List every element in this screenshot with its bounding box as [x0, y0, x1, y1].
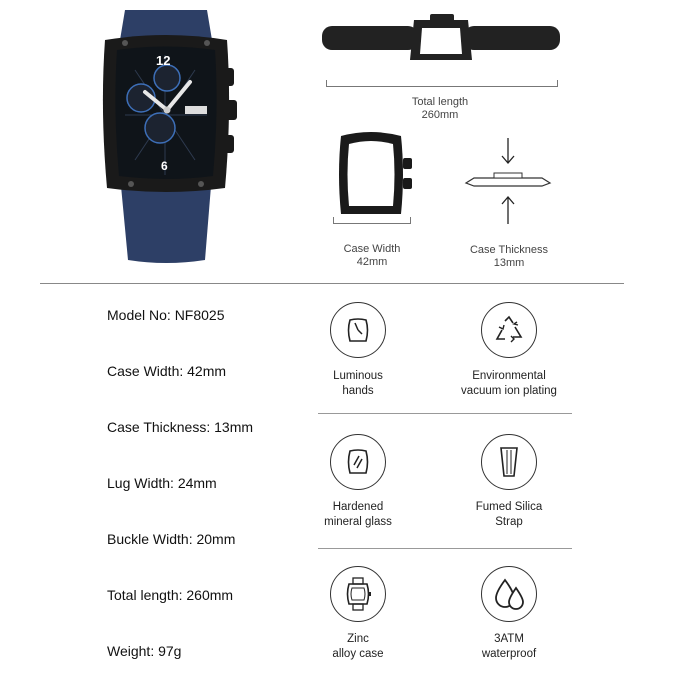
total-length-dimension-line	[326, 80, 558, 87]
strap-icon	[481, 434, 537, 490]
dial-numeral-12: 12	[156, 53, 171, 68]
strap-diagram	[322, 14, 562, 69]
feature-label-luminous: Luminous hands	[333, 370, 383, 397]
feature-label-vacuum-plating: Environmental vacuum ion plating	[461, 370, 557, 397]
spec-lug-width: Lug Width: 24mm	[107, 475, 217, 491]
spec-weight: Weight: 97g	[107, 643, 182, 659]
case-thickness-diagram	[460, 136, 560, 228]
feature-label-waterproof: 3ATM waterproof	[481, 633, 537, 660]
case-thickness-label: Case Thickness	[469, 244, 549, 256]
feature-label-zinc-case: Zinc alloy case	[332, 633, 384, 660]
spec-total-length: Total length: 260mm	[107, 587, 234, 603]
feature-label-mineral-glass: Hardened mineral glass	[324, 501, 392, 528]
watch-case-icon	[330, 566, 386, 622]
case-thickness-value: 13mm	[493, 257, 525, 269]
feature-divider-1	[318, 413, 572, 414]
dial-numeral-6: 6	[161, 159, 168, 173]
recycle-icon	[481, 302, 537, 358]
case-width-label: Case Width	[343, 243, 401, 255]
spec-case-width: Case Width: 42mm	[107, 363, 227, 379]
feature-label-silica-strap: Fumed Silica Strap	[475, 501, 543, 528]
spec-model-no: Model No: NF8025	[107, 307, 225, 323]
section-divider	[40, 283, 624, 284]
spec-case-thickness: Case Thickness: 13mm	[107, 419, 254, 435]
spec-buckle-width: Buckle Width: 20mm	[107, 531, 236, 547]
glass-icon	[330, 434, 386, 490]
total-length-label: Total length	[411, 96, 469, 108]
feature-divider-2	[318, 548, 572, 549]
luminous-hands-icon	[330, 302, 386, 358]
case-width-value: 42mm	[356, 256, 388, 268]
total-length-value: 260mm	[421, 109, 459, 121]
case-width-dimension-line	[333, 217, 411, 224]
case-front-diagram	[335, 128, 415, 220]
water-drops-icon	[481, 566, 537, 622]
watch-photo	[95, 10, 245, 265]
watch-illustration	[95, 10, 245, 265]
